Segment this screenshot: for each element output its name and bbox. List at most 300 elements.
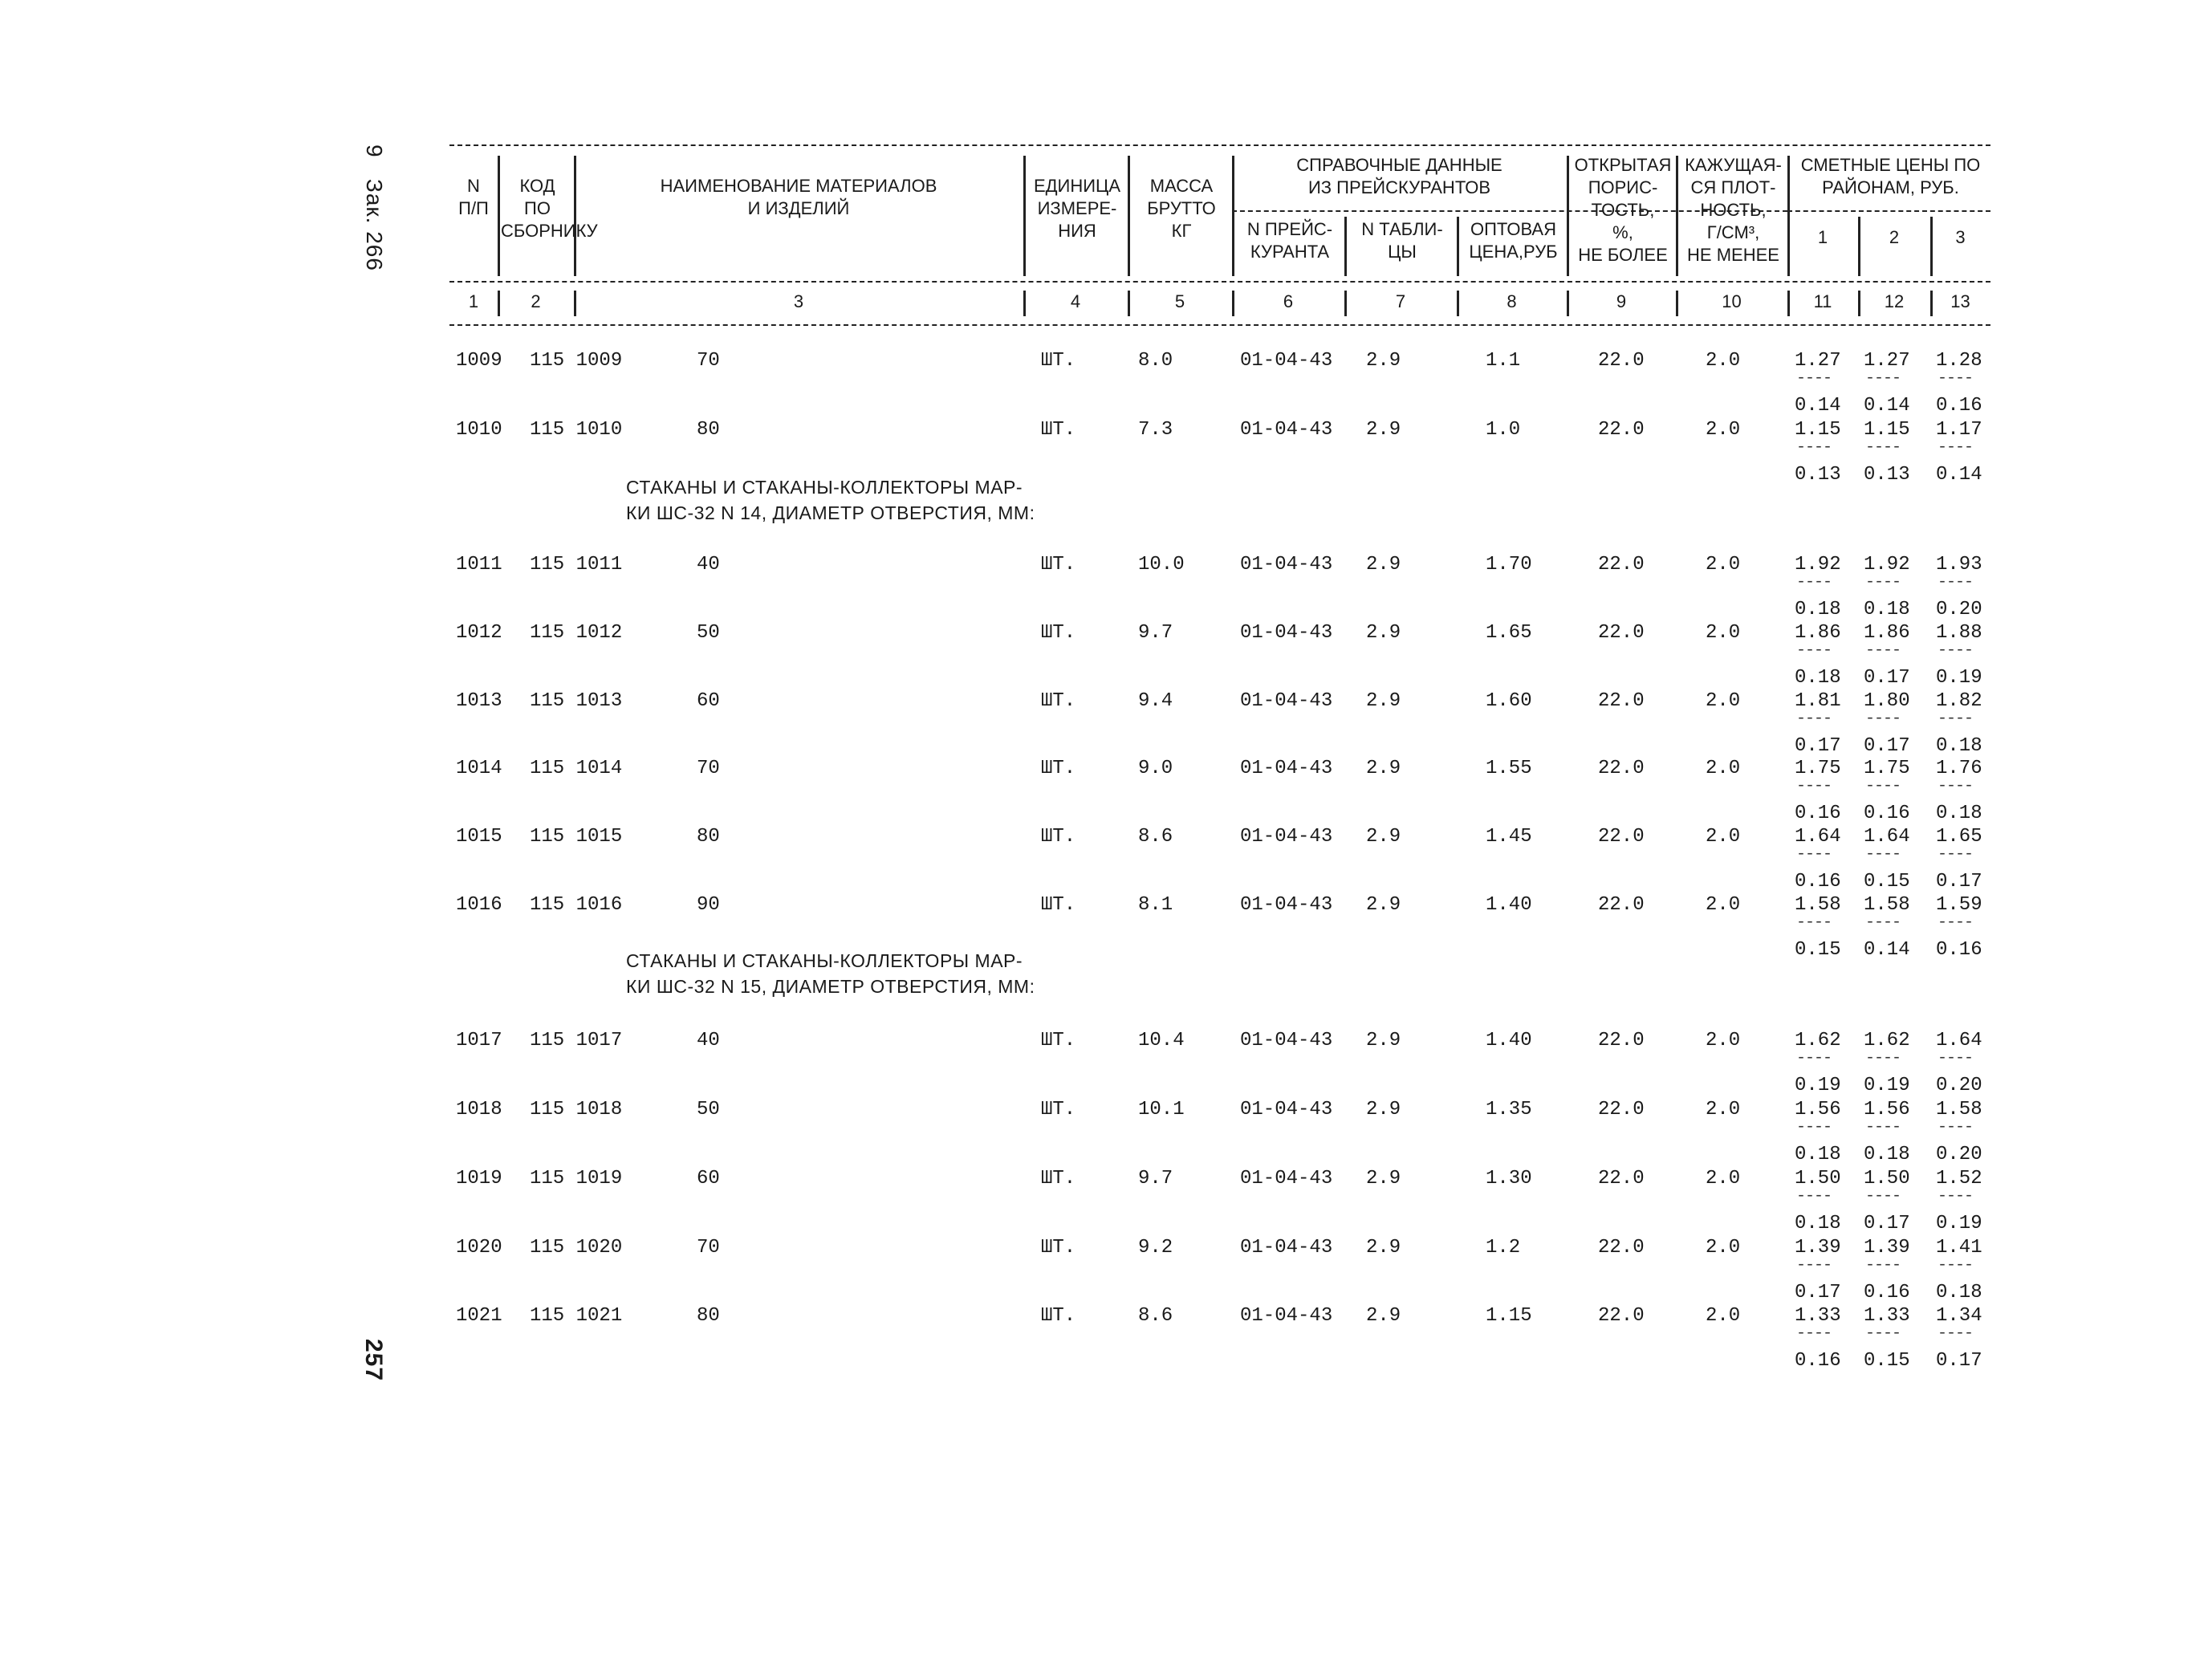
cell-code: 115 1010 <box>530 419 623 441</box>
cell-name: 60 <box>697 1168 720 1189</box>
cell-price-region-1: 1.39 <box>1795 1237 1841 1259</box>
cell-n: 1019 <box>456 1168 502 1189</box>
cell-unit: ШТ. <box>1041 894 1076 916</box>
column-separator <box>1023 156 1026 276</box>
table-row <box>449 826 1990 853</box>
cell-unit: ШТ. <box>1041 758 1076 779</box>
fraction-bar: ---- <box>1865 1187 1901 1206</box>
cell-subprice-region-3: 0.18 <box>1936 803 1982 824</box>
cell-unit: ШТ. <box>1041 826 1076 848</box>
cell-subprice-region-3: 0.18 <box>1936 735 1982 757</box>
cell-subprice-region-1: 0.13 <box>1795 464 1841 486</box>
cell-density: 2.0 <box>1706 1237 1741 1259</box>
fraction-bar: ---- <box>1796 1118 1832 1137</box>
cell-subprice-region-3: 0.20 <box>1936 599 1982 620</box>
column-separator <box>1344 217 1347 276</box>
col-pricelist-header-line: КУРАНТА <box>1250 242 1330 262</box>
region-header: 2 <box>1889 227 1900 247</box>
cell-unit: ШТ. <box>1041 1305 1076 1327</box>
cell-porosity: 22.0 <box>1598 622 1645 644</box>
cell-table: 2.9 <box>1366 1030 1401 1051</box>
fraction-bar: ---- <box>1865 369 1901 388</box>
cell-table: 2.9 <box>1366 622 1401 644</box>
col-wholesale-header-line: ОПТОВАЯ <box>1470 219 1556 239</box>
cell-unit: ШТ. <box>1041 622 1076 644</box>
cell-price-region-2: 1.64 <box>1864 826 1910 848</box>
fraction-bar: ---- <box>1796 641 1832 660</box>
fraction-bar: ---- <box>1796 369 1832 388</box>
cell-price-region-3: 1.93 <box>1936 554 1982 575</box>
cell-porosity: 22.0 <box>1598 894 1645 916</box>
table-row <box>449 1030 1990 1057</box>
cell-subprice-region-1: 0.18 <box>1795 599 1841 620</box>
col-n-header-line: П/П <box>458 198 489 218</box>
cell-porosity: 22.0 <box>1598 1168 1645 1189</box>
cell-wholesale: 1.40 <box>1486 1030 1532 1051</box>
col-porosity-header-line: %, <box>1612 222 1633 242</box>
cell-wholesale: 1.70 <box>1486 554 1532 575</box>
col-density-header-line: НОСТЬ, <box>1700 200 1767 220</box>
cell-mass: 9.7 <box>1138 1168 1173 1189</box>
rule-line <box>1787 210 1990 212</box>
cell-code: 115 1009 <box>530 350 623 372</box>
fraction-bar: ---- <box>1865 438 1901 457</box>
table-row <box>449 419 1990 446</box>
group-heading: КИ ШС-32 N 14, ДИАМЕТР ОТВЕРСТИЯ, ММ: <box>626 502 1035 523</box>
cell-table: 2.9 <box>1366 350 1401 372</box>
cell-price-region-1: 1.27 <box>1795 350 1841 372</box>
cell-porosity: 22.0 <box>1598 1305 1645 1327</box>
col-name-header-line: НАИМЕНОВАНИЕ МАТЕРИАЛОВ <box>660 176 937 196</box>
col-name-header-line: И ИЗДЕЛИЙ <box>747 198 850 218</box>
cell-code: 115 1018 <box>530 1099 623 1120</box>
column-separator <box>1567 156 1569 276</box>
cell-subprice-region-1: 0.17 <box>1795 735 1841 757</box>
cell-n: 1014 <box>456 758 502 779</box>
fraction-bar: ---- <box>1796 438 1832 457</box>
cell-price-region-3: 1.59 <box>1936 894 1982 916</box>
table-row <box>449 622 1990 649</box>
small-mark: 9 <box>362 144 387 158</box>
cell-porosity: 22.0 <box>1598 1237 1645 1259</box>
col-density-header-line: НЕ МЕНЕЕ <box>1687 245 1779 265</box>
cell-unit: ШТ. <box>1041 350 1076 372</box>
cell-code: 115 1014 <box>530 758 623 779</box>
cell-mass: 8.6 <box>1138 826 1173 848</box>
cell-price-region-2: 1.39 <box>1864 1237 1910 1259</box>
column-separator <box>498 156 500 276</box>
fraction-bar: ---- <box>1865 777 1901 795</box>
cell-subprice-region-3: 0.19 <box>1936 667 1982 689</box>
cell-price-region-2: 1.58 <box>1864 894 1910 916</box>
fraction-bar: ---- <box>1938 845 1974 864</box>
cell-subprice-region-3: 0.17 <box>1936 1350 1982 1372</box>
cell-n: 1010 <box>456 419 502 441</box>
cell-name: 70 <box>697 1237 720 1259</box>
cell-mass: 10.1 <box>1138 1099 1185 1120</box>
col-code-header-line: СБОРНИКУ <box>501 221 598 241</box>
cell-table: 2.9 <box>1366 419 1401 441</box>
cell-code: 115 1017 <box>530 1030 623 1051</box>
column-number: 6 <box>1283 291 1294 311</box>
reference-group-header-line: СПРАВОЧНЫЕ ДАННЫЕ <box>1296 155 1502 175</box>
group-heading: КИ ШС-32 N 15, ДИАМЕТР ОТВЕРСТИЯ, ММ: <box>626 976 1035 997</box>
cell-subprice-region-1: 0.15 <box>1795 939 1841 961</box>
cell-subprice-region-2: 0.16 <box>1864 803 1910 824</box>
fraction-bar: ---- <box>1938 1118 1974 1137</box>
cell-porosity: 22.0 <box>1598 826 1645 848</box>
cell-pricelist: 01-04-43 <box>1240 419 1333 441</box>
cell-porosity: 22.0 <box>1598 350 1645 372</box>
cell-wholesale: 1.0 <box>1486 419 1521 441</box>
cell-subprice-region-2: 0.17 <box>1864 735 1910 757</box>
cell-subprice-region-3: 0.16 <box>1936 395 1982 417</box>
cell-price-region-3: 1.52 <box>1936 1168 1982 1189</box>
cell-unit: ШТ. <box>1041 1168 1076 1189</box>
cell-density: 2.0 <box>1706 350 1741 372</box>
cell-n: 1020 <box>456 1237 502 1259</box>
cell-name: 50 <box>697 1099 720 1120</box>
cell-name: 50 <box>697 622 720 644</box>
fraction-bar: ---- <box>1865 641 1901 660</box>
cell-price-region-1: 1.75 <box>1795 758 1841 779</box>
fraction-bar: ---- <box>1796 573 1832 592</box>
rule-line <box>449 281 1990 283</box>
cell-price-region-3: 1.64 <box>1936 1030 1982 1051</box>
cell-price-region-2: 1.50 <box>1864 1168 1910 1189</box>
cell-subprice-region-3: 0.19 <box>1936 1213 1982 1234</box>
col-porosity-header-line: ПОРИС- <box>1588 177 1658 197</box>
col-unit-header-line: ИЗМЕРЕ- <box>1037 198 1117 218</box>
cell-wholesale: 1.65 <box>1486 622 1532 644</box>
cell-price-region-3: 1.65 <box>1936 826 1982 848</box>
cell-subprice-region-1: 0.18 <box>1795 1213 1841 1234</box>
column-number: 12 <box>1884 291 1905 311</box>
fraction-bar: ---- <box>1938 1187 1974 1206</box>
group-heading: СТАКАНЫ И СТАКАНЫ-КОЛЛЕКТОРЫ МАР- <box>626 950 1023 971</box>
cell-n: 1016 <box>456 894 502 916</box>
cell-n: 1015 <box>456 826 502 848</box>
cell-price-region-2: 1.75 <box>1864 758 1910 779</box>
cell-porosity: 22.0 <box>1598 1099 1645 1120</box>
cell-pricelist: 01-04-43 <box>1240 1237 1333 1259</box>
cell-density: 2.0 <box>1706 1030 1741 1051</box>
cell-price-region-2: 1.86 <box>1864 622 1910 644</box>
fraction-bar: ---- <box>1796 1187 1832 1206</box>
cell-subprice-region-1: 0.17 <box>1795 1282 1841 1303</box>
cell-subprice-region-2: 0.13 <box>1864 464 1910 486</box>
cell-mass: 9.2 <box>1138 1237 1173 1259</box>
table-row <box>449 894 1990 921</box>
fraction-bar: ---- <box>1938 1049 1974 1067</box>
rule-line <box>449 324 1990 326</box>
cell-unit: ШТ. <box>1041 1030 1076 1051</box>
group-heading: СТАКАНЫ И СТАКАНЫ-КОЛЛЕКТОРЫ МАР- <box>626 477 1023 498</box>
table-row <box>449 1099 1990 1126</box>
fraction-bar: ---- <box>1865 710 1901 728</box>
fraction-bar: ---- <box>1796 777 1832 795</box>
fraction-bar: ---- <box>1938 641 1974 660</box>
cell-mass: 10.4 <box>1138 1030 1185 1051</box>
fraction-bar: ---- <box>1938 710 1974 728</box>
col-unit-header-line: НИЯ <box>1058 221 1096 241</box>
cell-price-region-3: 1.34 <box>1936 1305 1982 1327</box>
col-table-header-line: N ТАБЛИ- <box>1361 219 1443 239</box>
cell-price-region-1: 1.62 <box>1795 1030 1841 1051</box>
fraction-bar: ---- <box>1938 913 1974 932</box>
col-porosity-header-line: ТОСТЬ, <box>1591 200 1655 220</box>
table-row <box>449 350 1990 377</box>
column-number: 1 <box>468 291 479 311</box>
col-n-header-line: N <box>467 176 480 196</box>
cell-unit: ШТ. <box>1041 1237 1076 1259</box>
cell-pricelist: 01-04-43 <box>1240 622 1333 644</box>
column-number: 8 <box>1507 291 1517 311</box>
cell-price-region-1: 1.92 <box>1795 554 1841 575</box>
fraction-bar: ---- <box>1865 913 1901 932</box>
cell-n: 1013 <box>456 690 502 712</box>
col-mass-header-line: КГ <box>1171 221 1192 241</box>
fraction-bar: ---- <box>1865 1256 1901 1275</box>
cell-price-region-1: 1.33 <box>1795 1305 1841 1327</box>
cell-code: 115 1015 <box>530 826 623 848</box>
cell-density: 2.0 <box>1706 894 1741 916</box>
cell-price-region-2: 1.15 <box>1864 419 1910 441</box>
cell-code: 115 1021 <box>530 1305 623 1327</box>
cell-wholesale: 1.45 <box>1486 826 1532 848</box>
cell-name: 90 <box>697 894 720 916</box>
cell-porosity: 22.0 <box>1598 690 1645 712</box>
column-number: 5 <box>1174 291 1185 311</box>
cell-mass: 8.1 <box>1138 894 1173 916</box>
cell-subprice-region-2: 0.17 <box>1864 667 1910 689</box>
col-table-header-line: ЦЫ <box>1388 242 1417 262</box>
cell-subprice-region-2: 0.19 <box>1864 1075 1910 1096</box>
cell-price-region-2: 1.33 <box>1864 1305 1910 1327</box>
cell-subprice-region-1: 0.18 <box>1795 667 1841 689</box>
cell-price-region-3: 1.41 <box>1936 1237 1982 1259</box>
cell-subprice-region-3: 0.20 <box>1936 1144 1982 1165</box>
cell-n: 1021 <box>456 1305 502 1327</box>
cell-price-region-3: 1.17 <box>1936 419 1982 441</box>
cell-subprice-region-1: 0.16 <box>1795 1350 1841 1372</box>
column-number: 11 <box>1813 291 1832 311</box>
cell-table: 2.9 <box>1366 894 1401 916</box>
cell-subprice-region-1: 0.18 <box>1795 1144 1841 1165</box>
fraction-bar: ---- <box>1865 1324 1901 1343</box>
cell-subprice-region-2: 0.18 <box>1864 599 1910 620</box>
cell-table: 2.9 <box>1366 1099 1401 1120</box>
cell-price-region-3: 1.88 <box>1936 622 1982 644</box>
col-code-header-line: ПО <box>524 198 551 218</box>
cell-price-region-2: 1.62 <box>1864 1030 1910 1051</box>
cell-wholesale: 1.35 <box>1486 1099 1532 1120</box>
fraction-bar: ---- <box>1865 845 1901 864</box>
cell-table: 2.9 <box>1366 690 1401 712</box>
fraction-bar: ---- <box>1796 1324 1832 1343</box>
fraction-bar: ---- <box>1796 710 1832 728</box>
cell-pricelist: 01-04-43 <box>1240 350 1333 372</box>
price-group-header-line: РАЙОНАМ, РУБ. <box>1822 177 1959 197</box>
cell-mass: 7.3 <box>1138 419 1173 441</box>
table-row <box>449 1305 1990 1332</box>
col-porosity-header-line: НЕ БОЛЕЕ <box>1578 245 1668 265</box>
cell-pricelist: 01-04-43 <box>1240 758 1333 779</box>
cell-pricelist: 01-04-43 <box>1240 1030 1333 1051</box>
col-unit-header-line: ЕДИНИЦА <box>1033 176 1121 196</box>
cell-pricelist: 01-04-43 <box>1240 894 1333 916</box>
cell-subprice-region-2: 0.14 <box>1864 939 1910 961</box>
cell-subprice-region-3: 0.18 <box>1936 1282 1982 1303</box>
cell-subprice-region-1: 0.14 <box>1795 395 1841 417</box>
cell-density: 2.0 <box>1706 1305 1741 1327</box>
fraction-bar: ---- <box>1796 913 1832 932</box>
cell-subprice-region-2: 0.17 <box>1864 1213 1910 1234</box>
fraction-bar: ---- <box>1938 573 1974 592</box>
cell-wholesale: 1.55 <box>1486 758 1532 779</box>
cell-n: 1017 <box>456 1030 502 1051</box>
cell-unit: ШТ. <box>1041 554 1076 575</box>
cell-code: 115 1012 <box>530 622 623 644</box>
cell-subprice-region-3: 0.20 <box>1936 1075 1982 1096</box>
region-header: 3 <box>1955 227 1966 247</box>
cell-subprice-region-2: 0.16 <box>1864 1282 1910 1303</box>
fraction-bar: ---- <box>1938 438 1974 457</box>
cell-wholesale: 1.1 <box>1486 350 1521 372</box>
cell-pricelist: 01-04-43 <box>1240 1305 1333 1327</box>
fraction-bar: ---- <box>1938 369 1974 388</box>
cell-pricelist: 01-04-43 <box>1240 690 1333 712</box>
cell-code: 115 1016 <box>530 894 623 916</box>
col-mass-header-line: БРУТТО <box>1147 198 1216 218</box>
cell-wholesale: 1.15 <box>1486 1305 1532 1327</box>
cell-unit: ШТ. <box>1041 1099 1076 1120</box>
cell-code: 115 1013 <box>530 690 623 712</box>
col-density-header-line: КАЖУЩАЯ- <box>1685 155 1782 175</box>
cell-name: 80 <box>697 1305 720 1327</box>
cell-price-region-3: 1.58 <box>1936 1099 1982 1120</box>
cell-code: 115 1019 <box>530 1168 623 1189</box>
column-number: 10 <box>1722 291 1742 311</box>
cell-table: 2.9 <box>1366 1168 1401 1189</box>
price-group-header-line: СМЕТНЫЕ ЦЕНЫ ПО <box>1800 155 1981 175</box>
cell-density: 2.0 <box>1706 690 1741 712</box>
cell-price-region-1: 1.86 <box>1795 622 1841 644</box>
cell-mass: 8.6 <box>1138 1305 1173 1327</box>
cell-price-region-2: 1.27 <box>1864 350 1910 372</box>
fraction-bar: ---- <box>1865 1118 1901 1137</box>
cell-price-region-1: 1.15 <box>1795 419 1841 441</box>
cell-price-region-1: 1.58 <box>1795 894 1841 916</box>
cell-mass: 8.0 <box>1138 350 1173 372</box>
cell-porosity: 22.0 <box>1598 419 1645 441</box>
fraction-bar: ---- <box>1796 845 1832 864</box>
fraction-bar: ---- <box>1865 1049 1901 1067</box>
fraction-bar: ---- <box>1938 1256 1974 1275</box>
fraction-bar: ---- <box>1938 777 1974 795</box>
cell-n: 1018 <box>456 1099 502 1120</box>
cell-name: 80 <box>697 826 720 848</box>
cell-table: 2.9 <box>1366 826 1401 848</box>
cell-name: 70 <box>697 758 720 779</box>
cell-subprice-region-1: 0.16 <box>1795 871 1841 893</box>
col-code-header-line: КОД <box>519 176 555 196</box>
cell-subprice-region-2: 0.15 <box>1864 871 1910 893</box>
cell-subprice-region-2: 0.18 <box>1864 1144 1910 1165</box>
cell-density: 2.0 <box>1706 622 1741 644</box>
cell-porosity: 22.0 <box>1598 758 1645 779</box>
column-number: 7 <box>1395 291 1406 311</box>
cell-density: 2.0 <box>1706 419 1741 441</box>
table-row <box>449 1168 1990 1195</box>
col-porosity-header-line: ОТКРЫТАЯ <box>1574 155 1672 175</box>
fraction-bar: ---- <box>1796 1256 1832 1275</box>
cell-wholesale: 1.40 <box>1486 894 1532 916</box>
col-wholesale-header-line: ЦЕНА,РУБ <box>1469 242 1558 262</box>
cell-density: 2.0 <box>1706 758 1741 779</box>
col-mass-header-line: МАССА <box>1149 176 1214 196</box>
cell-price-region-3: 1.28 <box>1936 350 1982 372</box>
column-separator <box>1676 156 1678 276</box>
cell-subprice-region-3: 0.16 <box>1936 939 1982 961</box>
column-separator <box>1128 156 1130 276</box>
cell-table: 2.9 <box>1366 758 1401 779</box>
cell-subprice-region-3: 0.17 <box>1936 871 1982 893</box>
cell-table: 2.9 <box>1366 1237 1401 1259</box>
cell-subprice-region-1: 0.16 <box>1795 803 1841 824</box>
cell-price-region-1: 1.50 <box>1795 1168 1841 1189</box>
col-density-header-line: СЯ ПЛОТ- <box>1690 177 1776 197</box>
cell-pricelist: 01-04-43 <box>1240 1099 1333 1120</box>
table-row <box>449 758 1990 785</box>
table-row <box>449 690 1990 718</box>
rule-line <box>449 144 1990 146</box>
cell-price-region-1: 1.64 <box>1795 826 1841 848</box>
page-number: 257 <box>360 1339 387 1382</box>
cell-table: 2.9 <box>1366 554 1401 575</box>
col-pricelist-header-line: N ПРЕЙС- <box>1246 219 1333 239</box>
cell-pricelist: 01-04-43 <box>1240 554 1333 575</box>
cell-porosity: 22.0 <box>1598 554 1645 575</box>
cell-subprice-region-2: 0.14 <box>1864 395 1910 417</box>
cell-name: 40 <box>697 1030 720 1051</box>
column-number: 2 <box>531 291 541 311</box>
cell-wholesale: 1.60 <box>1486 690 1532 712</box>
region-header: 1 <box>1817 227 1828 247</box>
cell-density: 2.0 <box>1706 1099 1741 1120</box>
table-row <box>449 554 1990 581</box>
cell-subprice-region-1: 0.19 <box>1795 1075 1841 1096</box>
reference-group-header-line: ИЗ ПРЕЙСКУРАНТОВ <box>1307 177 1491 197</box>
column-number: 13 <box>1950 291 1970 311</box>
column-number: 3 <box>793 291 804 311</box>
cell-price-region-2: 1.80 <box>1864 690 1910 712</box>
price-table <box>449 136 2007 1389</box>
cell-table: 2.9 <box>1366 1305 1401 1327</box>
order-note <box>361 144 387 271</box>
cell-unit: ШТ. <box>1041 419 1076 441</box>
cell-wholesale: 1.30 <box>1486 1168 1532 1189</box>
cell-price-region-2: 1.92 <box>1864 554 1910 575</box>
cell-wholesale: 1.2 <box>1486 1237 1521 1259</box>
col-density-header-line: Г/СМ³, <box>1706 222 1760 242</box>
cell-price-region-1: 1.81 <box>1795 690 1841 712</box>
cell-name: 80 <box>697 419 720 441</box>
cell-price-region-1: 1.56 <box>1795 1099 1841 1120</box>
cell-code: 115 1020 <box>530 1237 623 1259</box>
cell-mass: 9.4 <box>1138 690 1173 712</box>
cell-pricelist: 01-04-43 <box>1240 1168 1333 1189</box>
